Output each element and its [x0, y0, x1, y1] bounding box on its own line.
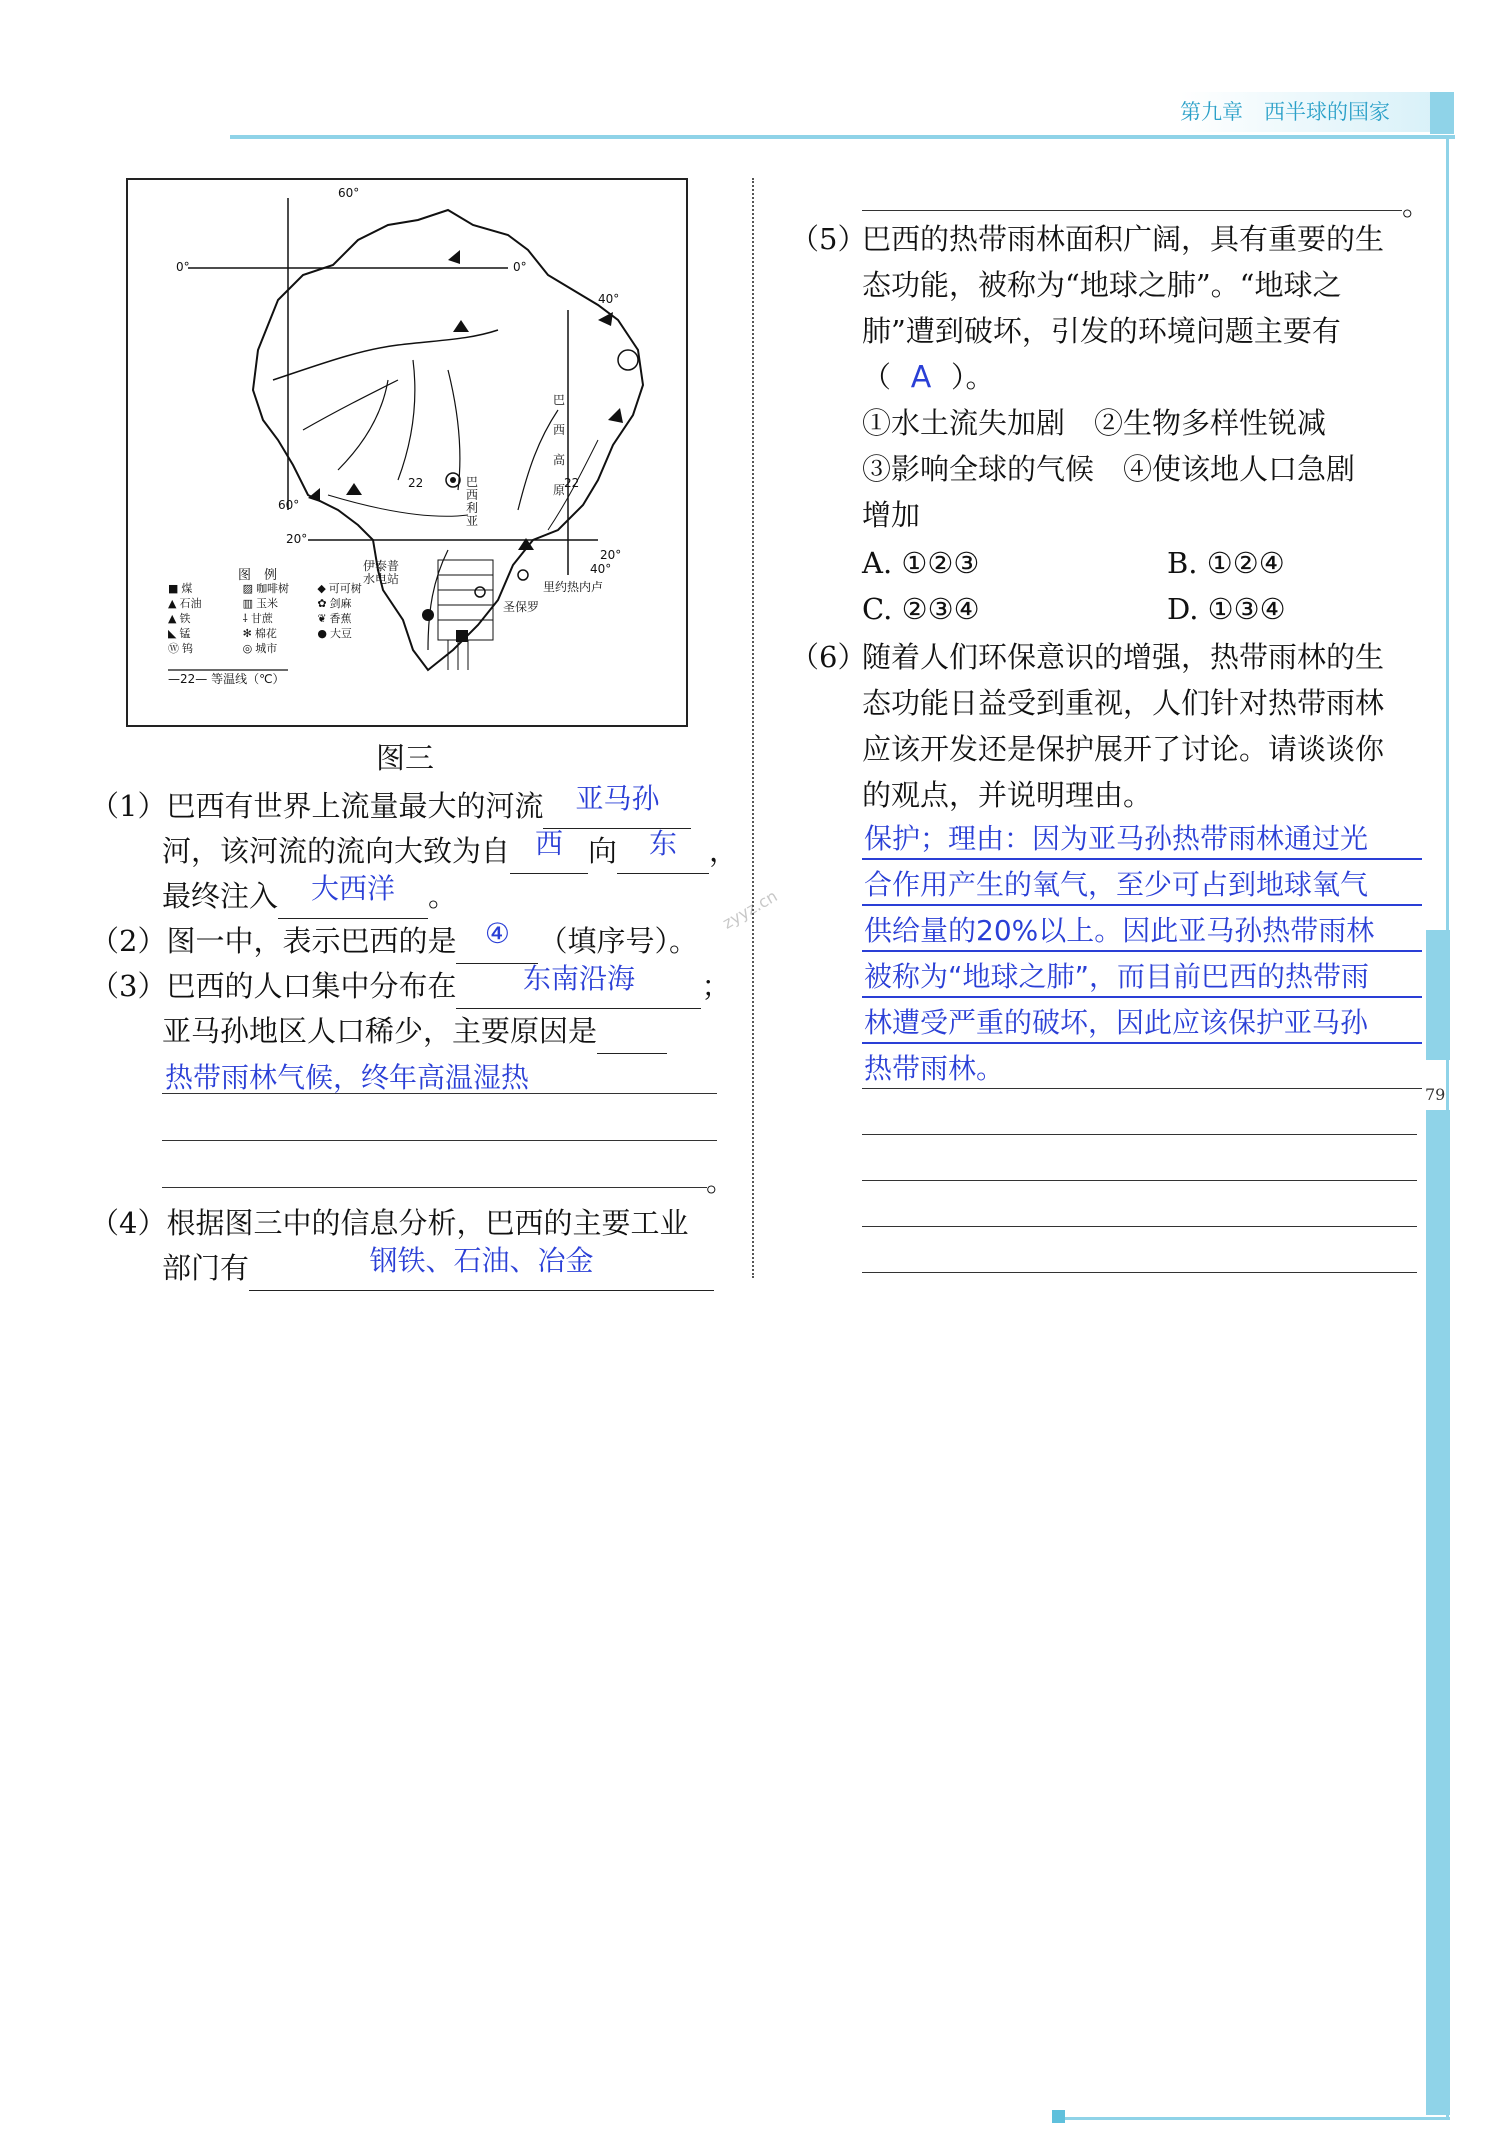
- q6-answer-1: 保护；理由：因为亚马孙热带雨林通过光: [864, 822, 1369, 855]
- corner-tab: [1430, 92, 1454, 134]
- q4-text-2: 部门有: [162, 1251, 250, 1285]
- q5-answer[interactable]: A: [910, 360, 932, 395]
- q6-line-3: 应该开发还是保护展开了讨论。请谈谈你: [862, 732, 1385, 766]
- side-tab-bottom: [1426, 1110, 1450, 2115]
- watermark: zyyz.cn: [719, 886, 781, 933]
- q5-line-3: 肺”遭到破坏，引发的环境问题主要有: [862, 314, 1341, 348]
- q6-rule-2[interactable]: [862, 904, 1422, 906]
- q3-text-2: ；: [701, 969, 731, 1003]
- legend-label: 咖啡树: [256, 582, 290, 595]
- q5-paren-open: （: [862, 360, 892, 394]
- q1-line1: [90, 783, 691, 829]
- q3-line1: [90, 963, 730, 1009]
- legend-item: [243, 597, 314, 611]
- legend-label: 玉米: [256, 597, 279, 610]
- q3-end: 。: [706, 1164, 736, 1198]
- legend-label: 铁: [179, 612, 191, 625]
- q6-rule-3[interactable]: [862, 950, 1422, 952]
- legend-item: [317, 582, 388, 596]
- q3-line2: [162, 1008, 667, 1054]
- label-saopaulo: 圣保罗: [503, 600, 540, 614]
- q4-number: （4）: [90, 1206, 167, 1240]
- legend-item: [317, 612, 388, 626]
- column-divider: [752, 178, 754, 1278]
- label-brasilia: 巴西利亚: [466, 475, 479, 528]
- q4-blank[interactable]: [249, 1244, 714, 1291]
- legend-symbol: ▨: [242, 582, 254, 595]
- q1-line2: [162, 828, 738, 874]
- label-lon40: 40°: [598, 292, 620, 306]
- legend-label: 锰: [179, 627, 191, 640]
- footer-rule: [1060, 2117, 1450, 2120]
- q1-answer-to: 东: [649, 827, 678, 860]
- q6-rule-10[interactable]: [862, 1272, 1417, 1273]
- q5-choice-b[interactable]: B. ①②④: [1167, 546, 1285, 580]
- legend-symbol: ⸸: [242, 612, 248, 625]
- q6-rule-1[interactable]: [862, 858, 1422, 860]
- q1-answer-from: 西: [535, 827, 564, 860]
- legend-symbol: ✻: [242, 627, 252, 640]
- label-lat20-left: 20°: [286, 532, 308, 546]
- q1-answer-river: 亚马孙: [575, 782, 660, 815]
- q5-line-2: 态功能，被称为“地球之肺”。“地球之: [862, 268, 1342, 302]
- legend-item: [243, 612, 314, 626]
- q5-answer-line: [862, 354, 995, 401]
- q3-line-b[interactable]: [162, 1140, 717, 1141]
- q2-number: （2）: [90, 924, 167, 958]
- q6-rule-6[interactable]: [862, 1088, 1422, 1089]
- q3-blank-population[interactable]: [456, 962, 701, 1009]
- q3-line-a[interactable]: [162, 1093, 717, 1094]
- header-rule: [230, 135, 1455, 139]
- legend-item: [317, 627, 388, 641]
- side-tab-top: [1426, 930, 1450, 1060]
- legend-symbol: ◣: [168, 627, 177, 640]
- q4-line2: [162, 1245, 714, 1291]
- q5-line-1: 巴西的热带雨林面积广阔，具有重要的生: [862, 222, 1385, 256]
- label-dam: 伊泰普水电站: [363, 559, 400, 586]
- legend-isotherm: —22— 等温线（℃）: [168, 672, 285, 686]
- q1-blank-from[interactable]: [510, 827, 588, 874]
- label-lat20-right: 20°: [600, 548, 622, 562]
- q1-answer-ocean: 大西洋: [311, 872, 396, 905]
- q3-blank-reason[interactable]: [597, 1019, 667, 1054]
- label-lat0-right: 0°: [513, 260, 527, 274]
- q1-text-5: 最终注入: [162, 879, 279, 913]
- legend-label: 香蕉: [329, 612, 352, 625]
- q1-line3: [162, 873, 457, 919]
- legend-item: [317, 597, 388, 611]
- legend-item: [168, 612, 239, 626]
- label-rio: 里约热内卢: [543, 580, 604, 594]
- q5-top-end: 。: [1402, 188, 1432, 222]
- legend-symbol: ◆: [317, 582, 326, 595]
- legend-item: [243, 582, 314, 596]
- legend-label: 煤: [181, 582, 193, 595]
- legend-grid: [168, 582, 388, 656]
- q3-answer-reason: 热带雨林气候，终年高温湿热: [165, 1061, 530, 1094]
- q6-line-4: 的观点，并说明理由。: [862, 778, 1153, 812]
- q6-rule-4[interactable]: [862, 996, 1422, 998]
- legend-label: 石油: [179, 597, 202, 610]
- q5-paren-close: ）。: [951, 360, 995, 394]
- q6-answer-5: 林遭受严重的破坏，因此应该保护亚马孙: [864, 1006, 1369, 1039]
- q1-blank-ocean[interactable]: [278, 872, 428, 919]
- q6-rule-8[interactable]: [862, 1180, 1417, 1181]
- q6-answer-2: 合作用产生的氧气，至少可占到地球氧气: [864, 868, 1369, 901]
- legend-symbol: ▥: [242, 597, 254, 610]
- legend-item: [243, 642, 314, 656]
- map-caption: 图三: [376, 741, 435, 775]
- q6-rule-7[interactable]: [862, 1134, 1417, 1135]
- legend-label: 可可树: [328, 582, 362, 595]
- label-lat0-left: 0°: [176, 260, 190, 274]
- label-iso22-b: 22: [564, 476, 580, 490]
- legend-symbol: ●: [317, 627, 327, 640]
- chapter-title: 第九章 西半球的国家: [1180, 100, 1390, 124]
- legend-item: [243, 627, 314, 641]
- legend-symbol: ■: [168, 582, 179, 595]
- legend-label: 棉花: [254, 627, 277, 640]
- legend-label: 钨: [182, 642, 193, 655]
- label-iso22-a: 22: [408, 476, 424, 490]
- page-number: 79: [1425, 1085, 1446, 1104]
- q1-text-4: ，: [709, 834, 739, 868]
- q4-answer: 钢铁、石油、冶金: [369, 1244, 594, 1277]
- q2-text-1: 图一中，表示巴西的是: [166, 924, 457, 958]
- q3-line-c[interactable]: [162, 1187, 707, 1188]
- legend-item: [168, 627, 239, 641]
- brazil-map: [126, 178, 688, 727]
- legend-symbol: ▲: [168, 597, 177, 610]
- q3-answer-population: 东南沿海: [522, 962, 635, 995]
- q6-line-2: 态功能日益受到重视，人们针对热带雨林: [862, 686, 1385, 720]
- label-lon60: 60°: [338, 186, 360, 200]
- legend-label: 剑麻: [329, 597, 352, 610]
- q1-text-6: 。: [428, 879, 458, 913]
- label-lon60-bottom: 60°: [278, 498, 300, 512]
- legend-label: 城市: [255, 642, 278, 655]
- q5-number: （5）: [790, 222, 867, 256]
- q1-text-2: 河，该河流的流向大致为自: [162, 834, 511, 868]
- q6-number: （6）: [790, 640, 867, 674]
- q6-rule-5[interactable]: [862, 1042, 1422, 1044]
- q6-line-1: 随着人们环保意识的增强，热带雨林的生: [862, 640, 1385, 674]
- legend-item: [168, 582, 239, 596]
- q6-answer-4: 被称为“地球之肺”，而目前巴西的热带雨: [864, 960, 1370, 993]
- label-lon40-bottom: 40°: [590, 562, 612, 576]
- legend-symbol: ◎: [242, 642, 253, 655]
- q2-text-2: （填序号）。: [538, 924, 698, 958]
- q4-text-1: 根据图三中的信息分析，巴西的主要工业: [166, 1206, 689, 1240]
- q5-top-line[interactable]: [862, 210, 1402, 211]
- q5-choice-a[interactable]: A. ①②③: [862, 546, 980, 580]
- legend-label: 甘蔗: [250, 612, 273, 625]
- q1-text-1: 巴西有世界上流量最大的河流: [166, 789, 544, 823]
- q3-text-1: 巴西的人口集中分布在: [166, 969, 457, 1003]
- legend-label: 大豆: [329, 627, 352, 640]
- legend-title: 图 例: [238, 568, 278, 583]
- legend-symbol: ❦: [317, 612, 327, 625]
- q5-options-3: 增加: [862, 498, 921, 532]
- q5-options-1: ①水土流失加剧 ②生物多样性锐减: [862, 406, 1327, 440]
- label-highland: 巴西高原: [553, 393, 566, 497]
- q3-number: （3）: [90, 969, 167, 1003]
- q1-number: （1）: [90, 789, 167, 823]
- q6-answer-6: 热带雨林。: [864, 1052, 1005, 1085]
- footer-square: [1052, 2110, 1065, 2123]
- q5-choice-d[interactable]: D. ①③④: [1167, 592, 1286, 626]
- q5-choice-c[interactable]: C. ②③④: [862, 592, 980, 626]
- q6-answer-3: 供给量的20%以上。因此亚马孙热带雨林: [864, 914, 1375, 947]
- legend-symbol: Ⓦ: [168, 642, 179, 655]
- q1-text-3: 向: [588, 834, 618, 868]
- legend-symbol: ▲: [168, 612, 177, 625]
- legend-item: [168, 597, 239, 611]
- q2-answer: ④: [484, 917, 511, 950]
- legend-symbol: ✿: [317, 597, 327, 610]
- q3-text-3: 亚马孙地区人口稀少，主要原因是: [162, 1014, 598, 1048]
- q5-options-2: ③影响全球的气候 ④使该地人口急剧: [862, 452, 1356, 486]
- q1-blank-to[interactable]: [617, 827, 709, 874]
- legend-item: [168, 642, 239, 656]
- q6-rule-9[interactable]: [862, 1226, 1417, 1227]
